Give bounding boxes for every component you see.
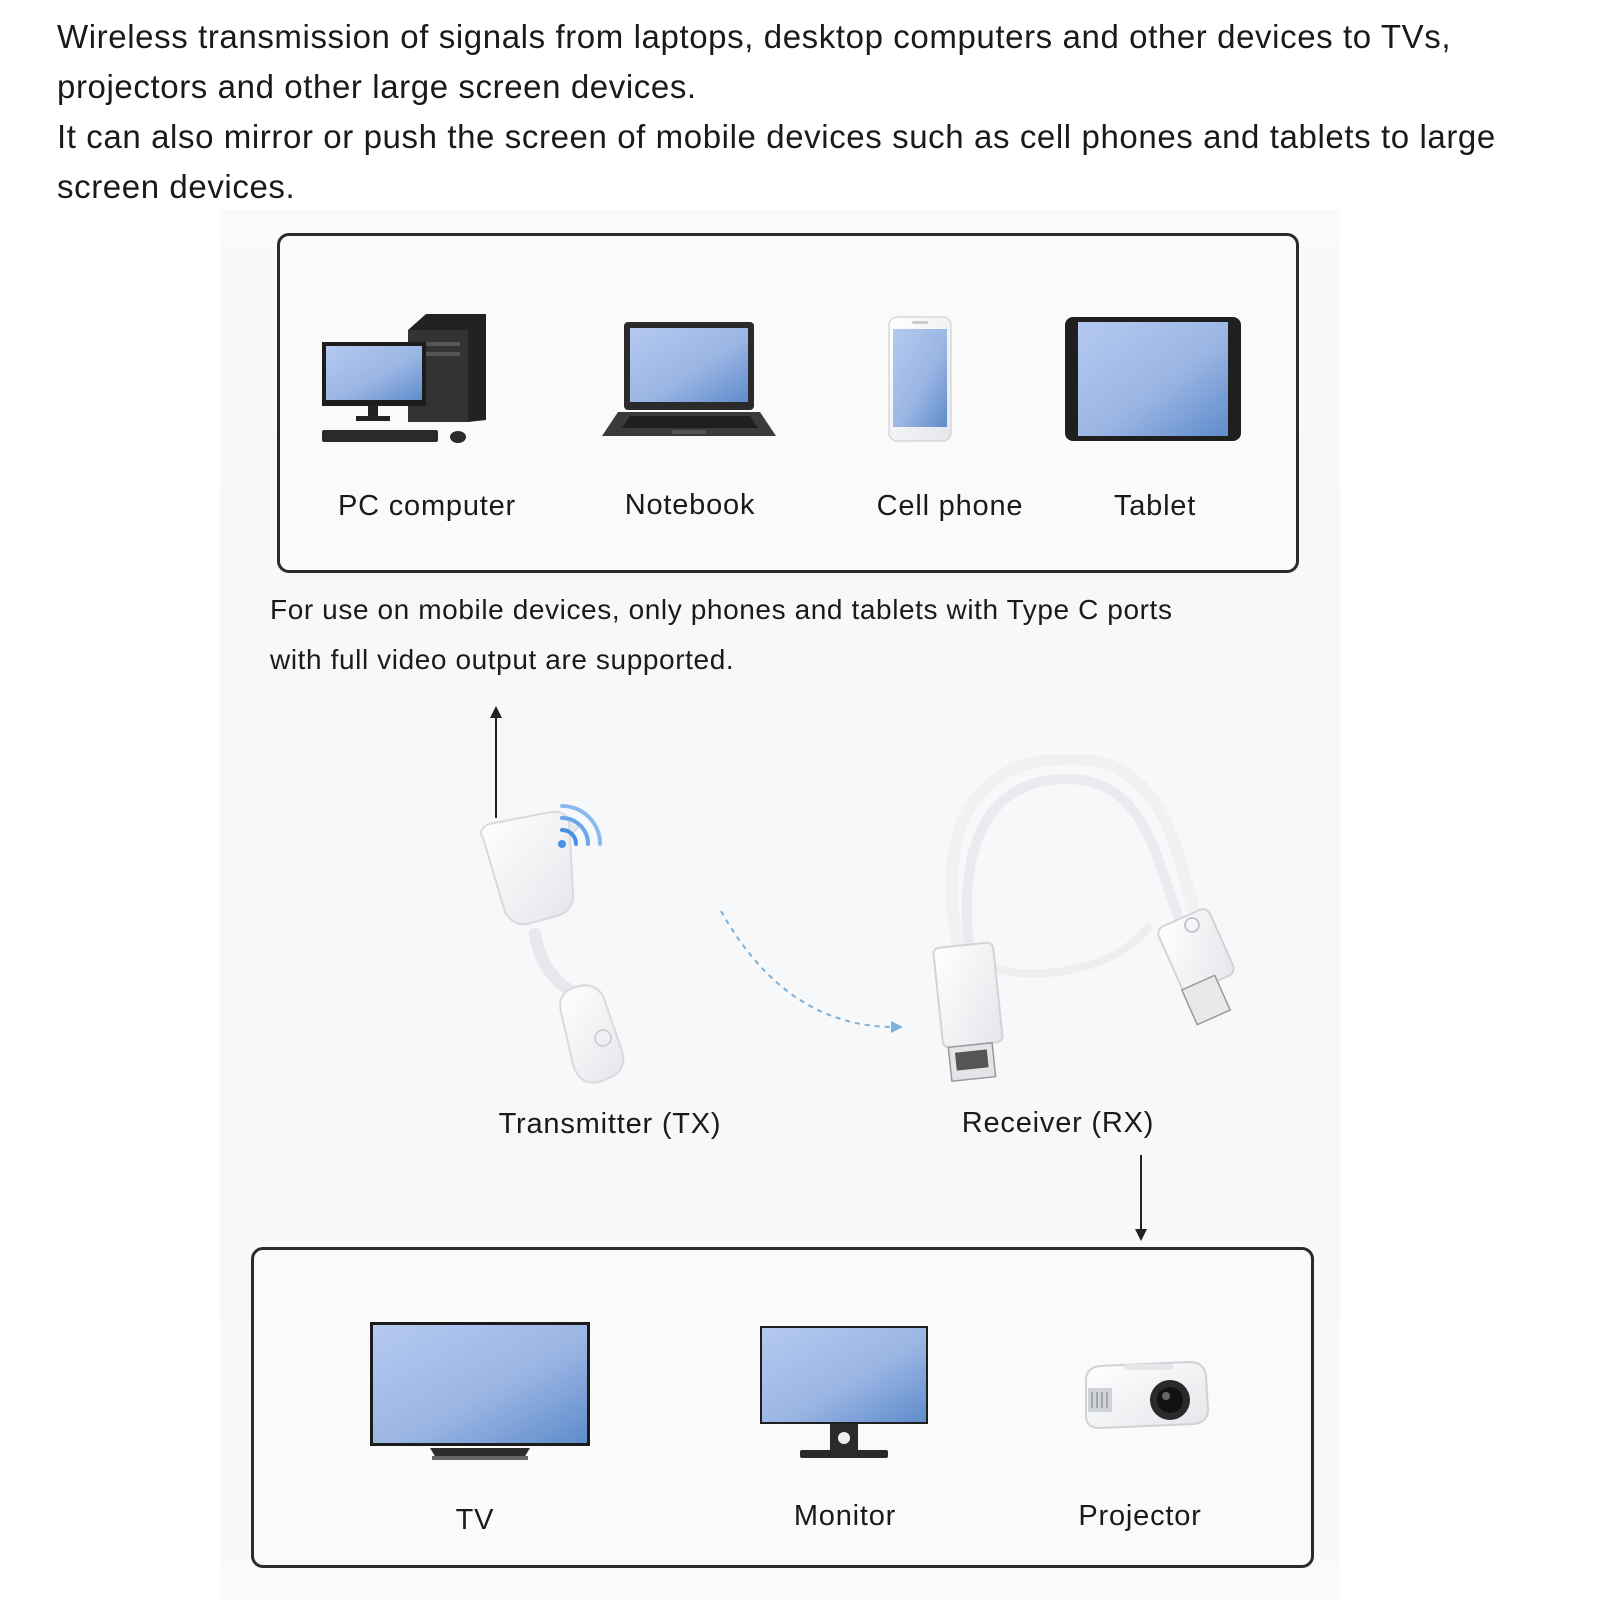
source-label-tablet: Tablet: [1113, 490, 1197, 522]
intro-line-2: It can also mirror or push the screen of mobile devices such as cell phones and tablets to large screen devices.: [57, 118, 1496, 205]
smartphone-icon: [888, 316, 952, 442]
monitor-icon: [758, 1324, 930, 1464]
intro-line-1: Wireless transmission of signals from laptops, desktop computers and other devices to TVs, projectors and other large screen devices.: [57, 18, 1452, 105]
note-line-1: For use on mobile devices, only phones and tablets with Type C ports: [270, 594, 1173, 625]
compatibility-note: [270, 585, 1270, 685]
wifi-signal-icon: [554, 804, 608, 852]
arrow-down-icon: [1131, 1155, 1151, 1241]
transmission-arrow: [715, 905, 915, 1035]
intro-text: [57, 12, 1577, 212]
display-label-projector: Projector: [1078, 1500, 1202, 1532]
transmitter-label: Transmitter (TX): [498, 1108, 722, 1140]
note-line-2: with full video output are supported.: [270, 644, 735, 675]
hdmi-receiver-icon: [930, 755, 1275, 1095]
display-label-monitor: Monitor: [793, 1500, 897, 1532]
display-label-tv: TV: [455, 1504, 495, 1536]
tv-icon: [368, 1320, 592, 1462]
source-label-cell-phone: Cell phone: [876, 490, 1024, 522]
desktop-pc-icon: [320, 312, 490, 447]
projector-icon: [1080, 1358, 1210, 1434]
receiver-label: Receiver (RX): [961, 1107, 1155, 1139]
laptop-icon: [600, 320, 778, 440]
source-label-notebook: Notebook: [624, 489, 756, 521]
source-label-pc: PC computer: [337, 490, 517, 522]
tablet-icon: [1064, 316, 1242, 442]
